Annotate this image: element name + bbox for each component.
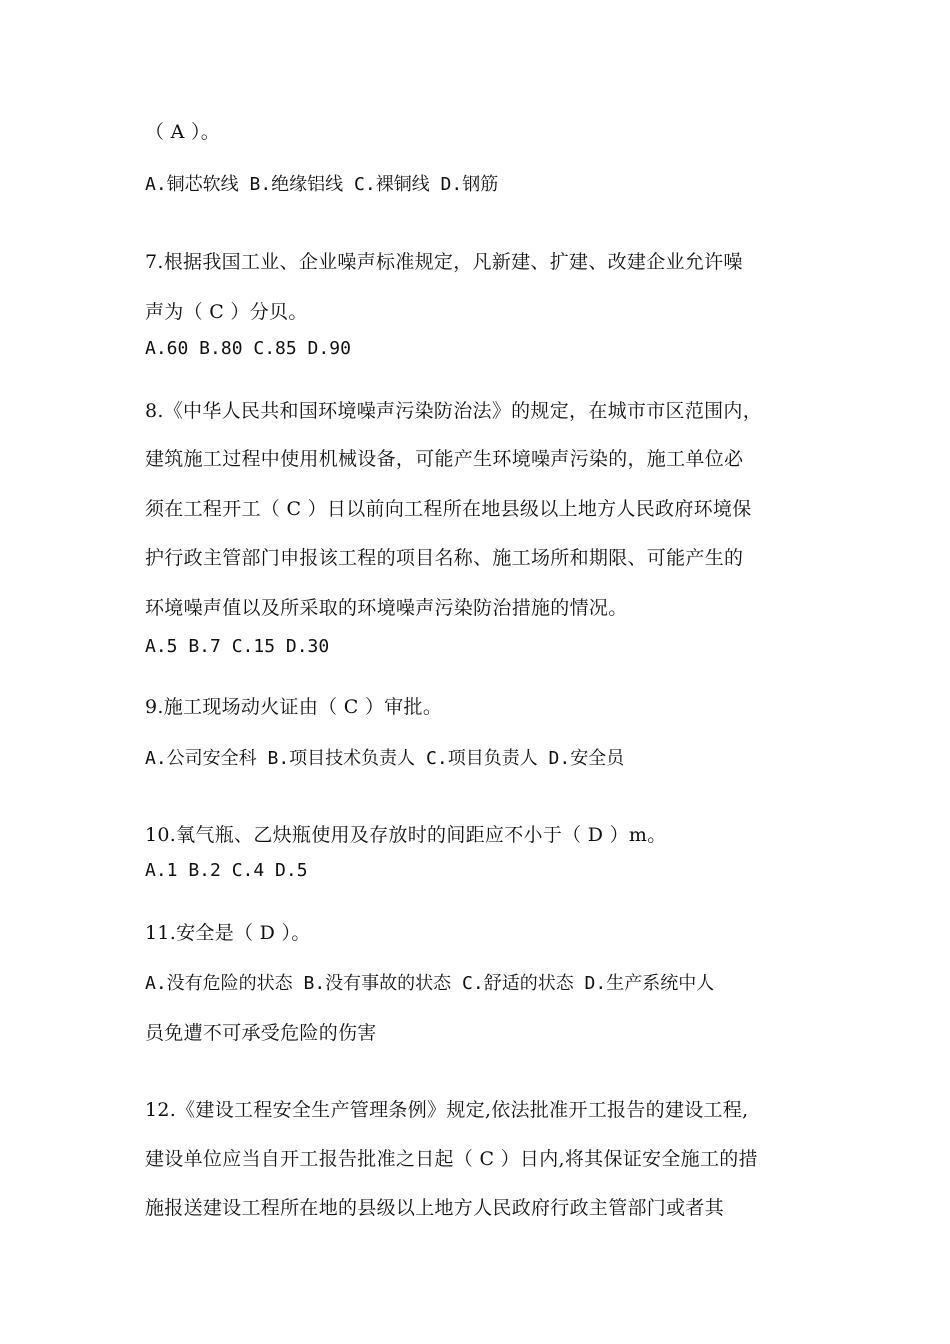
question-8-line-5: 环境噪声值以及所采取的环境噪声污染防治措施的情况。 xyxy=(145,597,628,619)
question-10: 10.氧气瓶、乙炔瓶使用及存放时的间距应不小于（ D ）m。 xyxy=(145,824,667,846)
options-q7: A.60 B.80 C.85 D.90 xyxy=(145,338,351,359)
answer-line-q6: （ A ）。 xyxy=(145,121,221,143)
options-q11-line-1: A.没有危险的状态 B.没有事故的状态 C.舒适的状态 D.生产系统中人 xyxy=(145,973,715,994)
question-8-line-1: 8.《中华人民共和国环境噪声污染防治法》的规定，在城市市区范围内， xyxy=(145,400,763,422)
question-7-line-2: 声为（ C ）分贝。 xyxy=(145,301,308,323)
options-q10: A.1 B.2 C.4 D.5 xyxy=(145,860,308,881)
options-q11-line-2: 员免遭不可承受危险的伤害 xyxy=(145,1022,377,1044)
question-9: 9.施工现场动火证由（ C ）审批。 xyxy=(145,696,443,718)
question-12-line-3: 施报送建设工程所在地的县级以上地方人民政府行政主管部门或者其 xyxy=(145,1197,725,1219)
question-8-line-4: 护行政主管部门申报该工程的项目名称、施工场所和期限、可能产生的 xyxy=(145,547,744,569)
question-12-line-1: 12.《建设工程安全生产管理条例》规定,依法批准开工报告的建设工程, xyxy=(145,1099,749,1121)
question-11: 11.安全是（ D ）。 xyxy=(145,922,311,944)
options-q6: A.铜芯软线 B.绝缘铝线 C.裸铜线 D.钢筋 xyxy=(145,174,499,195)
question-12-line-2: 建设单位应当自开工报告批准之日起（ C ）日内,将其保证安全施工的措 xyxy=(145,1148,758,1170)
options-q8: A.5 B.7 C.15 D.30 xyxy=(145,636,330,657)
question-8-line-3: 须在工程开工（ C ）日以前向工程所在地县级以上地方人民政府环境保 xyxy=(145,498,752,520)
question-8-line-2: 建筑施工过程中使用机械设备，可能产生环境噪声污染的，施工单位必 xyxy=(145,448,744,470)
options-q9: A.公司安全科 B.项目技术负责人 C.项目负责人 D.安全员 xyxy=(145,748,625,769)
question-7-line-1: 7.根据我国工业、企业噪声标准规定，凡新建、扩建、改建企业允许噪 xyxy=(145,251,743,273)
